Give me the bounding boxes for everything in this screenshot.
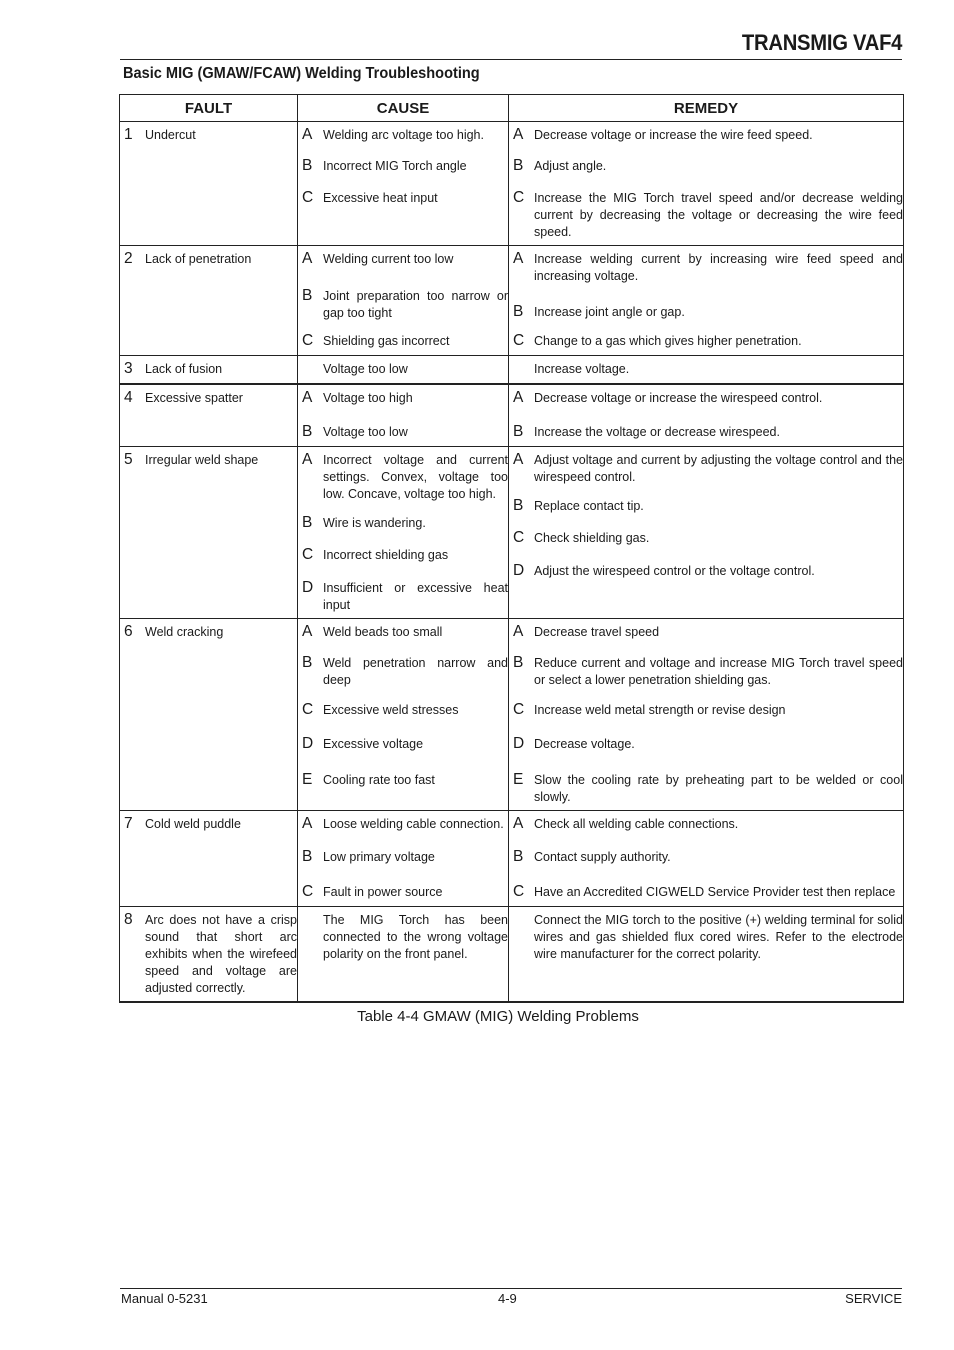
remedy-cell <box>509 619 904 811</box>
cause-letter: C <box>302 883 314 900</box>
table-row <box>120 384 904 447</box>
cause-letter: B <box>302 514 313 531</box>
fault-number: 8 <box>124 911 133 928</box>
remedy-text: Decrease voltage or increase the wirespeed control. <box>534 391 823 405</box>
table-header-row <box>120 95 904 122</box>
remedy-letter: C <box>513 701 525 718</box>
remedy-item <box>509 622 903 642</box>
remedy-cell <box>509 907 904 1003</box>
cause-letter: A <box>302 250 313 267</box>
cause-item <box>298 450 508 503</box>
cause-letter: A <box>302 389 313 406</box>
cause-letter: E <box>302 771 313 788</box>
remedy-letter: A <box>513 815 524 832</box>
remedy-item <box>509 331 903 351</box>
cause-text: Insufficient or excessive heat input <box>323 581 508 612</box>
remedy-item <box>509 125 903 145</box>
cause-letter: C <box>302 701 314 718</box>
fault-cell <box>120 384 298 447</box>
header-rule <box>120 59 902 60</box>
table-row <box>120 246 904 356</box>
remedy-letter: B <box>513 654 524 671</box>
cause-cell <box>298 122 509 246</box>
cause-item <box>298 770 508 790</box>
cause-item <box>298 847 508 867</box>
cause-item <box>298 286 508 322</box>
remedy-cell <box>509 246 904 356</box>
cause-text: Voltage too low <box>323 425 408 439</box>
fault-number: 2 <box>124 250 133 267</box>
cause-letter: A <box>302 623 313 640</box>
footer-manual-number: Manual 0-5231 <box>121 1291 208 1306</box>
fault-item <box>120 388 297 408</box>
cause-text: Joint preparation too narrow or gap too tight <box>323 289 508 320</box>
fault-item <box>120 249 297 269</box>
remedy-item <box>509 496 903 516</box>
remedy-item <box>509 359 903 378</box>
cause-letter: C <box>302 189 314 206</box>
fault-text: Weld cracking <box>145 625 224 639</box>
cause-item <box>298 156 508 176</box>
table-body <box>120 122 904 1003</box>
remedy-text: Decrease voltage. <box>534 737 635 751</box>
fault-cell <box>120 356 298 385</box>
cause-item <box>298 622 508 642</box>
remedy-text: Change to a gas which gives higher penetration. <box>534 334 802 348</box>
fault-text: Arc does not have a crisp sound that short arc exhibits when the wirefeed speed and voltage are adjusted correctly. <box>145 913 297 995</box>
remedy-item <box>509 388 903 408</box>
column-header-cause: CAUSE <box>298 95 509 122</box>
cause-text: Incorrect shielding gas <box>323 548 449 562</box>
cause-item <box>298 700 508 720</box>
remedy-cell <box>509 122 904 246</box>
cause-letter: A <box>302 451 313 468</box>
fault-cell <box>120 619 298 811</box>
fault-item <box>120 450 297 470</box>
fault-cell <box>120 447 298 619</box>
remedy-text: Check all welding cable connections. <box>534 817 739 831</box>
remedy-letter: A <box>513 389 524 406</box>
remedy-letter: B <box>513 848 524 865</box>
fault-text: Lack of fusion <box>145 362 223 376</box>
fault-item <box>120 814 297 834</box>
cause-item <box>298 249 508 269</box>
cause-letter: B <box>302 287 313 304</box>
remedy-letter: A <box>513 623 524 640</box>
fault-number: 5 <box>124 451 133 468</box>
cause-item <box>298 578 508 614</box>
cause-letter: B <box>302 423 313 440</box>
cause-text: Low primary voltage <box>323 850 435 864</box>
remedy-letter: E <box>513 771 524 788</box>
cause-item <box>298 545 508 565</box>
remedy-item <box>509 700 903 720</box>
remedy-text: Adjust angle. <box>534 159 607 173</box>
cause-text: Weld beads too small <box>323 625 443 639</box>
remedy-letter: C <box>513 189 525 206</box>
cause-text: Loose welding cable connection. <box>323 817 504 831</box>
remedy-text: Increase voltage. <box>534 362 630 376</box>
remedy-letter: A <box>513 250 524 267</box>
fault-text: Lack of penetration <box>145 252 252 266</box>
cause-item <box>298 125 508 145</box>
fault-cell <box>120 811 298 907</box>
table-caption <box>120 1008 904 1025</box>
fault-item <box>120 125 297 145</box>
cause-text: Voltage too low <box>323 362 408 376</box>
cause-letter: B <box>302 848 313 865</box>
cause-item <box>298 882 508 902</box>
fault-cell <box>120 122 298 246</box>
fault-number: 3 <box>124 360 133 377</box>
cause-cell <box>298 619 509 811</box>
remedy-text: Decrease travel speed <box>534 625 660 639</box>
cause-letter: B <box>302 654 313 671</box>
remedy-item <box>509 653 903 689</box>
cause-letter: A <box>302 126 313 143</box>
remedy-item <box>509 910 903 963</box>
remedy-cell <box>509 384 904 447</box>
cause-item <box>298 513 508 533</box>
cause-text: Excessive heat input <box>323 191 438 205</box>
cause-text: Excessive weld stresses <box>323 703 459 717</box>
troubleshooting-table <box>119 94 904 1003</box>
remedy-item <box>509 302 903 322</box>
remedy-letter: D <box>513 735 525 752</box>
remedy-letter: B <box>513 157 524 174</box>
remedy-text: Replace contact tip. <box>534 499 644 513</box>
cause-letter: C <box>302 546 314 563</box>
cause-letter: B <box>302 157 313 174</box>
remedy-text: Decrease voltage or increase the wire feed speed. <box>534 128 813 142</box>
remedy-text: Increase weld metal strength or revise design <box>534 703 786 717</box>
fault-number: 6 <box>124 623 133 640</box>
remedy-cell <box>509 447 904 619</box>
cause-item <box>298 422 508 442</box>
cause-cell <box>298 811 509 907</box>
remedy-text: Have an Accredited CIGWELD Service Provider test then replace <box>534 885 896 899</box>
cause-letter: D <box>302 735 314 752</box>
remedy-item <box>509 528 903 548</box>
cause-text: Welding arc voltage too high. <box>323 128 484 142</box>
column-header-fault: FAULT <box>120 95 298 122</box>
cause-text: Wire is wandering. <box>323 516 426 530</box>
remedy-cell <box>509 811 904 907</box>
cause-cell <box>298 246 509 356</box>
fault-item <box>120 359 297 379</box>
cause-text: Voltage too high <box>323 391 413 405</box>
fault-text: Irregular weld shape <box>145 453 259 467</box>
remedy-item <box>509 734 903 754</box>
fault-item <box>120 910 297 997</box>
remedy-item <box>509 188 903 241</box>
remedy-item <box>509 770 903 806</box>
cause-text: Shielding gas incorrect <box>323 334 450 348</box>
fault-item <box>120 622 297 642</box>
remedy-text: Contact supply authority. <box>534 850 671 864</box>
table-row <box>120 122 904 246</box>
remedy-item <box>509 450 903 486</box>
remedy-letter: B <box>513 423 524 440</box>
remedy-letter: C <box>513 332 525 349</box>
remedy-item <box>509 156 903 176</box>
remedy-text: Increase welding current by increasing wire feed speed and increasing voltage. <box>534 252 903 283</box>
footer-page-number: 4-9 <box>498 1291 517 1306</box>
cause-cell <box>298 907 509 1003</box>
cause-text: The MIG Torch has been connected to the wrong voltage polarity on the front panel. <box>323 913 508 961</box>
cause-letter: D <box>302 579 314 596</box>
cause-item <box>298 331 508 351</box>
remedy-text: Check shielding gas. <box>534 531 650 545</box>
cause-text: Welding current too low <box>323 252 454 266</box>
remedy-letter: D <box>513 562 525 579</box>
brand-title: TRANSMIG VAF4 <box>741 30 902 55</box>
section-title: Basic MIG (GMAW/FCAW) Welding Troubleshooting <box>123 65 480 82</box>
fault-text: Undercut <box>145 128 196 142</box>
remedy-item <box>509 249 903 285</box>
table-row <box>120 447 904 619</box>
remedy-letter: A <box>513 126 524 143</box>
fault-text: Excessive spatter <box>145 391 243 405</box>
cause-item <box>298 734 508 754</box>
remedy-text: Increase the MIG Torch travel speed and/or decrease welding current by decreasing the voltage or decreasing the wire feed speed. <box>534 191 903 239</box>
column-header-remedy: REMEDY <box>509 95 904 122</box>
remedy-text: Increase joint angle or gap. <box>534 305 685 319</box>
cause-item <box>298 910 508 963</box>
cause-letter: A <box>302 815 313 832</box>
cause-text: Incorrect MIG Torch angle <box>323 159 467 173</box>
footer-rule <box>120 1288 902 1289</box>
table-row <box>120 907 904 1003</box>
remedy-item <box>509 561 903 581</box>
remedy-text: Adjust voltage and current by adjusting the voltage control and the wirespeed control. <box>534 453 903 484</box>
fault-number: 4 <box>124 389 133 406</box>
table-row <box>120 619 904 811</box>
remedy-item <box>509 847 903 867</box>
cause-text: Incorrect voltage and current settings. Convex, voltage too low. Concave, voltage too high. <box>323 453 508 501</box>
fault-number: 7 <box>124 815 133 832</box>
remedy-text: Slow the cooling rate by preheating part to be welded or cool slowly. <box>534 773 903 804</box>
remedy-item <box>509 882 903 902</box>
fault-cell <box>120 907 298 1003</box>
cause-text: Fault in power source <box>323 885 443 899</box>
cause-item <box>298 653 508 689</box>
remedy-item <box>509 422 903 442</box>
remedy-letter: B <box>513 497 524 514</box>
cause-text: Weld penetration narrow and deep <box>323 656 508 687</box>
remedy-cell <box>509 356 904 385</box>
fault-cell <box>120 246 298 356</box>
remedy-text: Increase the voltage or decrease wirespeed. <box>534 425 780 439</box>
cause-text: Cooling rate too fast <box>323 773 435 787</box>
cause-item <box>298 388 508 408</box>
cause-letter: C <box>302 332 314 349</box>
cause-cell <box>298 356 509 385</box>
remedy-text: Connect the MIG torch to the positive (+) welding terminal for solid wires and gas shielded flux cored wires. Refer to the electrode wire manufacturer for the correct polarity. <box>534 913 903 961</box>
table-caption-text: Table 4-4 GMAW (MIG) Welding Problems <box>357 1008 639 1025</box>
cause-item <box>298 359 508 378</box>
remedy-letter: B <box>513 303 524 320</box>
cause-cell <box>298 384 509 447</box>
remedy-letter: C <box>513 883 525 900</box>
cause-cell <box>298 447 509 619</box>
remedy-text: Adjust the wirespeed control or the voltage control. <box>534 564 815 578</box>
footer-section: SERVICE <box>845 1291 902 1306</box>
remedy-letter: A <box>513 451 524 468</box>
table-row <box>120 811 904 907</box>
table-row <box>120 356 904 385</box>
remedy-item <box>509 814 903 834</box>
fault-text: Cold weld puddle <box>145 817 241 831</box>
remedy-letter: C <box>513 529 525 546</box>
cause-item <box>298 814 508 834</box>
cause-text: Excessive voltage <box>323 737 424 751</box>
cause-item <box>298 188 508 208</box>
fault-number: 1 <box>124 126 133 143</box>
remedy-text: Reduce current and voltage and increase MIG Torch travel speed or select a lower penetration shielding gas. <box>534 656 903 687</box>
